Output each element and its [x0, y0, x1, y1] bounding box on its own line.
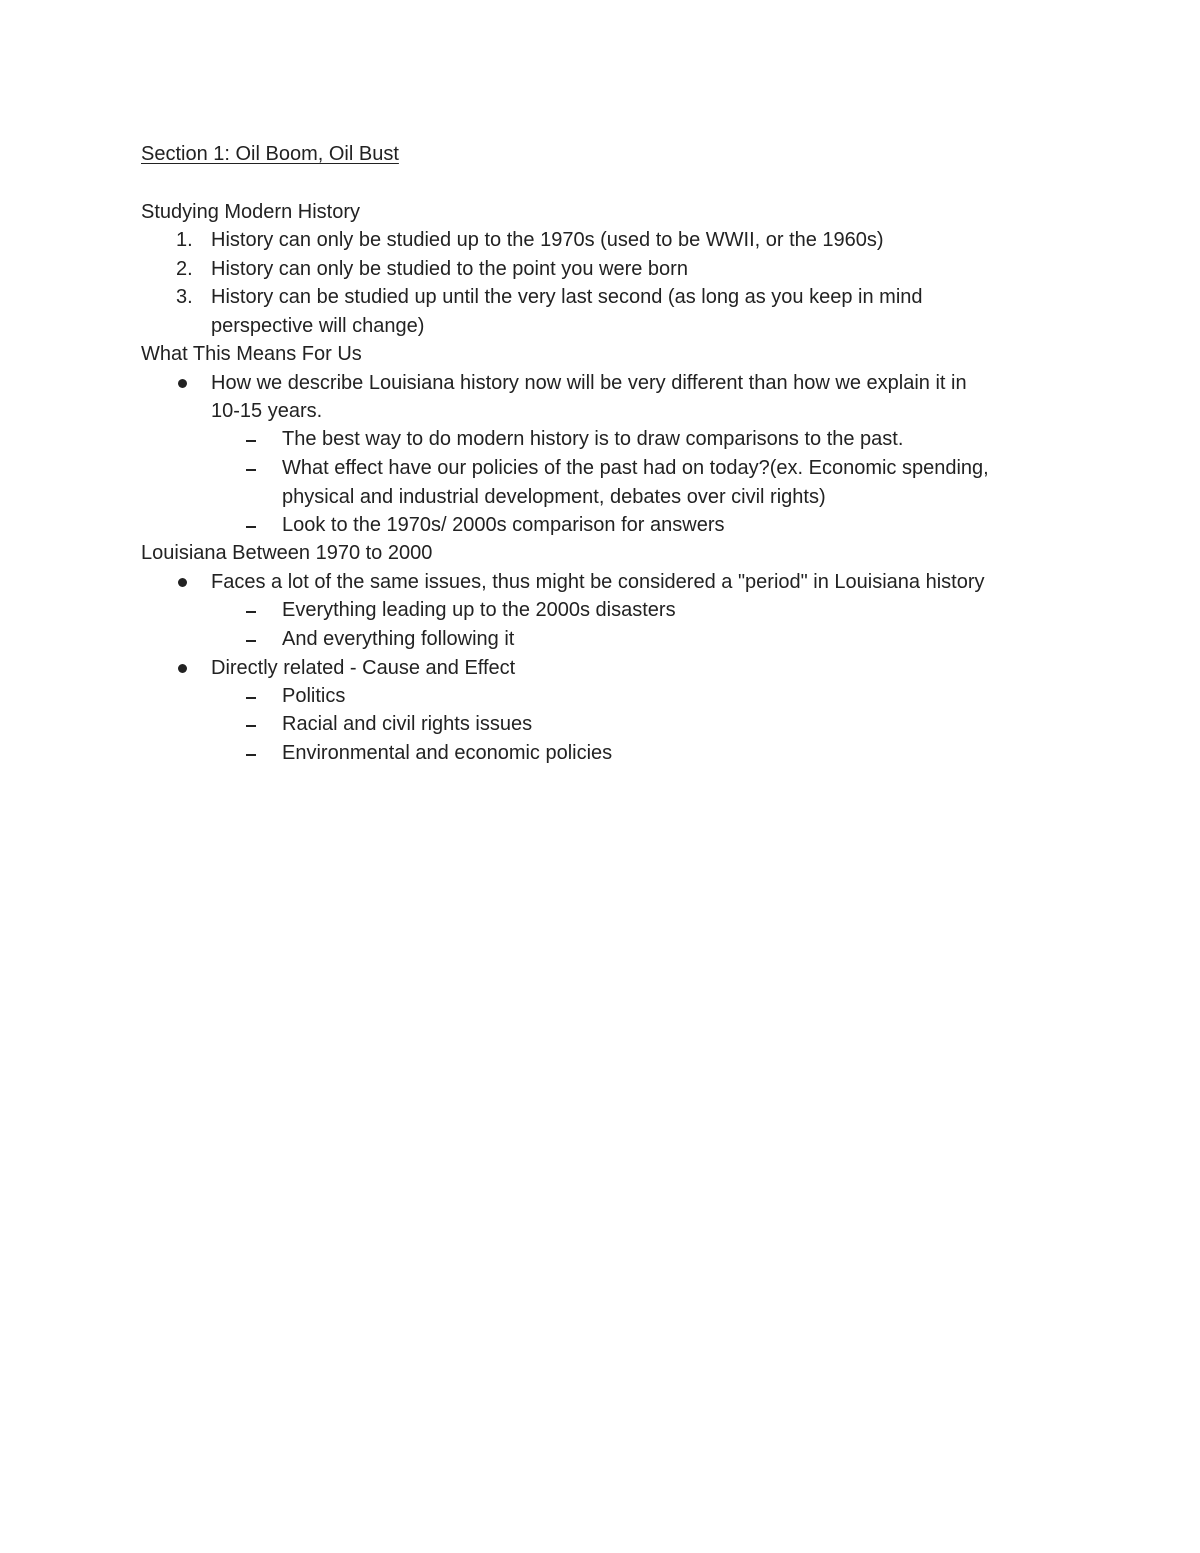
bullet-icon	[178, 379, 187, 388]
dash-icon	[246, 640, 256, 642]
sub-bullet-item-continued: physical and industrial development, debates over civil rights)	[282, 486, 826, 508]
list-number: 1.	[176, 229, 193, 251]
dash-icon	[246, 697, 256, 699]
list-number: 3.	[176, 286, 193, 308]
sub-bullet-item: Racial and civil rights issues	[282, 713, 533, 735]
sub-bullet-item: Politics	[282, 685, 346, 707]
list-number: 2.	[176, 258, 193, 280]
bullet-item: Faces a lot of the same issues, thus might be considered a "period" in Louisiana history	[211, 571, 985, 593]
section-heading-what-this-means: What This Means For Us	[141, 343, 362, 365]
numbered-item-2: History can only be studied to the point you were born	[211, 258, 688, 280]
sub-bullet-item: Look to the 1970s/ 2000s comparison for answers	[282, 514, 725, 536]
dash-icon	[246, 611, 256, 613]
dash-icon	[246, 469, 256, 471]
section-heading-studying-modern-history: Studying Modern History	[141, 201, 360, 223]
numbered-item-1: History can only be studied up to the 1970s (used to be WWII, or the 1960s)	[211, 229, 884, 251]
sub-bullet-item: And everything following it	[282, 628, 515, 650]
sub-bullet-item: Environmental and economic policies	[282, 742, 613, 764]
bullet-icon	[178, 664, 187, 673]
sub-bullet-item: What effect have our policies of the past had on today?(ex. Economic spending,	[282, 457, 989, 479]
bullet-item: Directly related - Cause and Effect	[211, 657, 516, 679]
sub-bullet-item: The best way to do modern history is to draw comparisons to the past.	[282, 428, 904, 450]
numbered-item-3: History can be studied up until the very last second (as long as you keep in mind	[211, 286, 923, 308]
numbered-item-3-continued: perspective will change)	[211, 315, 425, 337]
bullet-icon	[178, 578, 187, 587]
dash-icon	[246, 754, 256, 756]
document-title: Section 1: Oil Boom, Oil Bust	[141, 143, 399, 165]
sub-bullet-item: Everything leading up to the 2000s disasters	[282, 599, 676, 621]
dash-icon	[246, 526, 256, 528]
dash-icon	[246, 725, 256, 727]
bullet-item: How we describe Louisiana history now will be very different than how we explain it in	[211, 372, 967, 394]
section-heading-louisiana-between: Louisiana Between 1970 to 2000	[141, 542, 433, 564]
dash-icon	[246, 440, 256, 442]
bullet-item-continued: 10-15 years.	[211, 400, 323, 422]
